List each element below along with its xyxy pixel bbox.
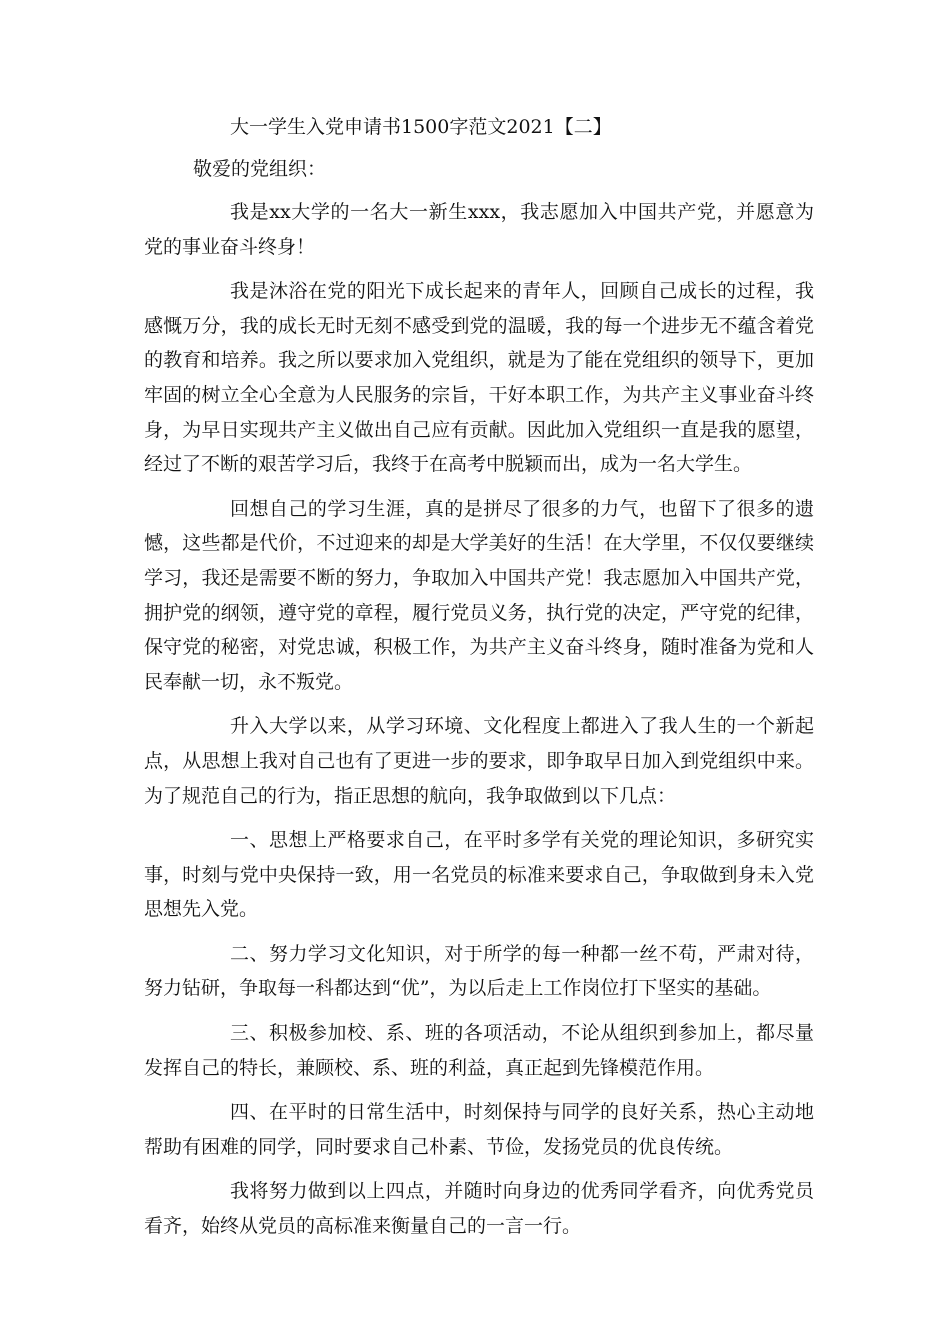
paragraph: 我是xx大学的一名大一新生xxx，我志愿加入中国共产党，并愿意为党的事业奋斗终身！: [144, 201, 814, 258]
paragraph: 我将努力做到以上四点，并随时向身边的优秀同学看齐，向优秀党员看齐，始终从党员的高标准来衡量自己的一言一行。: [144, 1180, 814, 1238]
paragraph: 三、积极参加校、系、班的各项活动，不论从组织到参加上，都尽量发挥自己的特长，兼顾校、系、班的利益，真正起到先锋模范作用。: [144, 1022, 814, 1079]
paragraph: 升入大学以来，从学习环境、文化程度上都进入了我人生的一个新起点，从思想上我对自己也有了更进一步的要求，即争取早日加入到党组织中来。为了规范自己的行为，指正思想的航向，我争取做到以下几点：: [144, 715, 814, 807]
paragraph: 一、思想上严格要求自己，在平时多学有关党的理论知识，多研究实事，时刻与党中央保持一致，用一名党员的标准来要求自己，争取做到身未入党思想先入党。: [144, 829, 814, 921]
paragraph: 二、努力学习文化知识，对于所学的每一种都一丝不苟，严肃对待，努力钻研，争取每一科都达到“优”，为以后走上工作岗位打下坚实的基础。: [144, 942, 814, 1000]
salutation: 敬爱的党组织：: [193, 158, 327, 180]
document-title: 大一学生入党申请书1500字范文2021【二】: [230, 116, 612, 138]
document-body: [144, 195, 814, 1254]
paragraph: 四、在平时的日常生活中，时刻保持与同学的良好关系，热心主动地帮助有困难的同学，同时要求自己朴素、节俭，发扬党员的优良传统。: [144, 1101, 814, 1158]
paragraph: 我是沐浴在党的阳光下成长起来的青年人，回顾自己成长的过程，我感慨万分，我的成长无时无刻不感受到党的温暖，我的每一个进步无不蕴含着党的教育和培养。我之所以要求加入党组织，就是为了能在党组织的领导下，更加牢固的树立全心全意为人民服务的宗旨，干好本职工作，为共产主义事业奋斗终身，为早日实现共产主义做出自己应有贡献。因此加入党组织一直是我的愿望，经过了不断的艰苦学习后，我终于在高考中脱颖而出，成为一名大学生。: [144, 280, 814, 476]
paragraph: 回想自己的学习生涯，真的是拼尽了很多的力气，也留下了很多的遗憾，这些都是代价，不过迎来的却是大学美好的生活！在大学里，不仅仅要继续学习，我还是需要不断的努力，争取加入中国共产党！我志愿加入中国共产党，拥护党的纲领，遵守党的章程，履行党员义务，执行党的决定，严守党的纪律，保守党的秘密，对党忠诚，积极工作，为共产主义奋斗终身，随时准备为党和人民奉献一切，永不叛党。: [144, 497, 814, 693]
